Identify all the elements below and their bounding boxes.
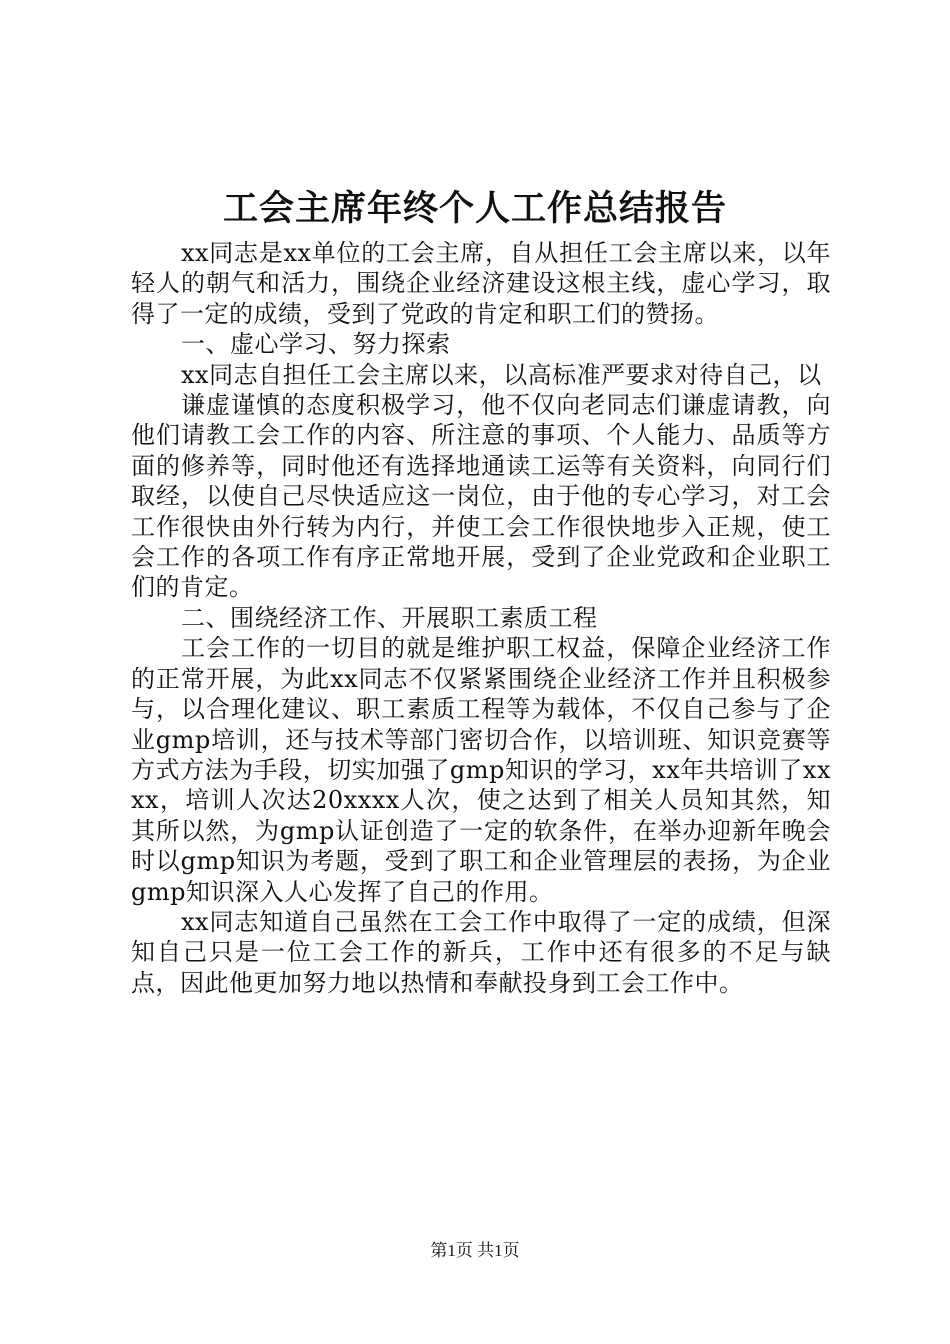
paragraph-section-2-body: 工会工作的一切目的就是维护职工权益，保障企业经济工作的正常开展，为此xx同志不仅紧紧围绕企业经济工作并且积极参与，以合理化建议、职工素质工程等为载体，不仅自己参与了企业gmp培训，还与技术等部门密切合作，以培训班、知识竞赛等方式方法为手段，切实加强了gmp知识的学习，xx年共培训了xxxx，培训人次达20xxxx人次，使之达到了相关人员知其然，知其所以然，为gmp认证创造了一定的软条件，在举办迎新年晚会时以gmp知识为考题，受到了职工和企业管理层的表扬，为企业gmp知识深入人心发挥了自己的作用。 [131,634,831,906]
paragraph-intro: xx同志是xx单位的工会主席，自从担任工会主席以来，以年轻人的朝气和活力，围绕企业经济建设这根主线，虚心学习，取得了一定的成绩，受到了党政的肯定和职工们的赞扬。 [131,239,831,328]
paragraph-section-1-lead: xx同志自担任工会主席以来，以高标准严要求对待自己，以 [181,360,822,389]
document-body [131,238,831,998]
page-footer: 第1页 共1页 [430,1241,520,1260]
section-heading-2: 二、围绕经济工作、开展职工素质工程 [181,603,598,632]
section-heading-1: 一、虚心学习、努力探索 [181,330,451,359]
paragraph-section-1-body: 谦虚谨慎的态度积极学习，他不仅向老同志们谦虚请教，向他们请教工会工作的内容、所注意的事项、个人能力、品质等方面的修养等，同时他还有选择地通读工运等有关资料，向同行们取经，以使自己尽快适应这一岗位，由于他的专心学习，对工会工作很快由外行转为内行，并使工会工作很快地步入正规，使工会工作的各项工作有序正常地开展，受到了企业党政和企业职工们的肯定。 [131,391,831,602]
document-title: 工会主席年终个人工作总结报告 [222,188,727,229]
paragraph-conclusion: xx同志知道自己虽然在工会工作中取得了一定的成绩，但深知自己只是一位工会工作的新兵，工作中还有很多的不足与缺点，因此他更加努力地以热情和奉献投身到工会工作中。 [131,907,831,997]
